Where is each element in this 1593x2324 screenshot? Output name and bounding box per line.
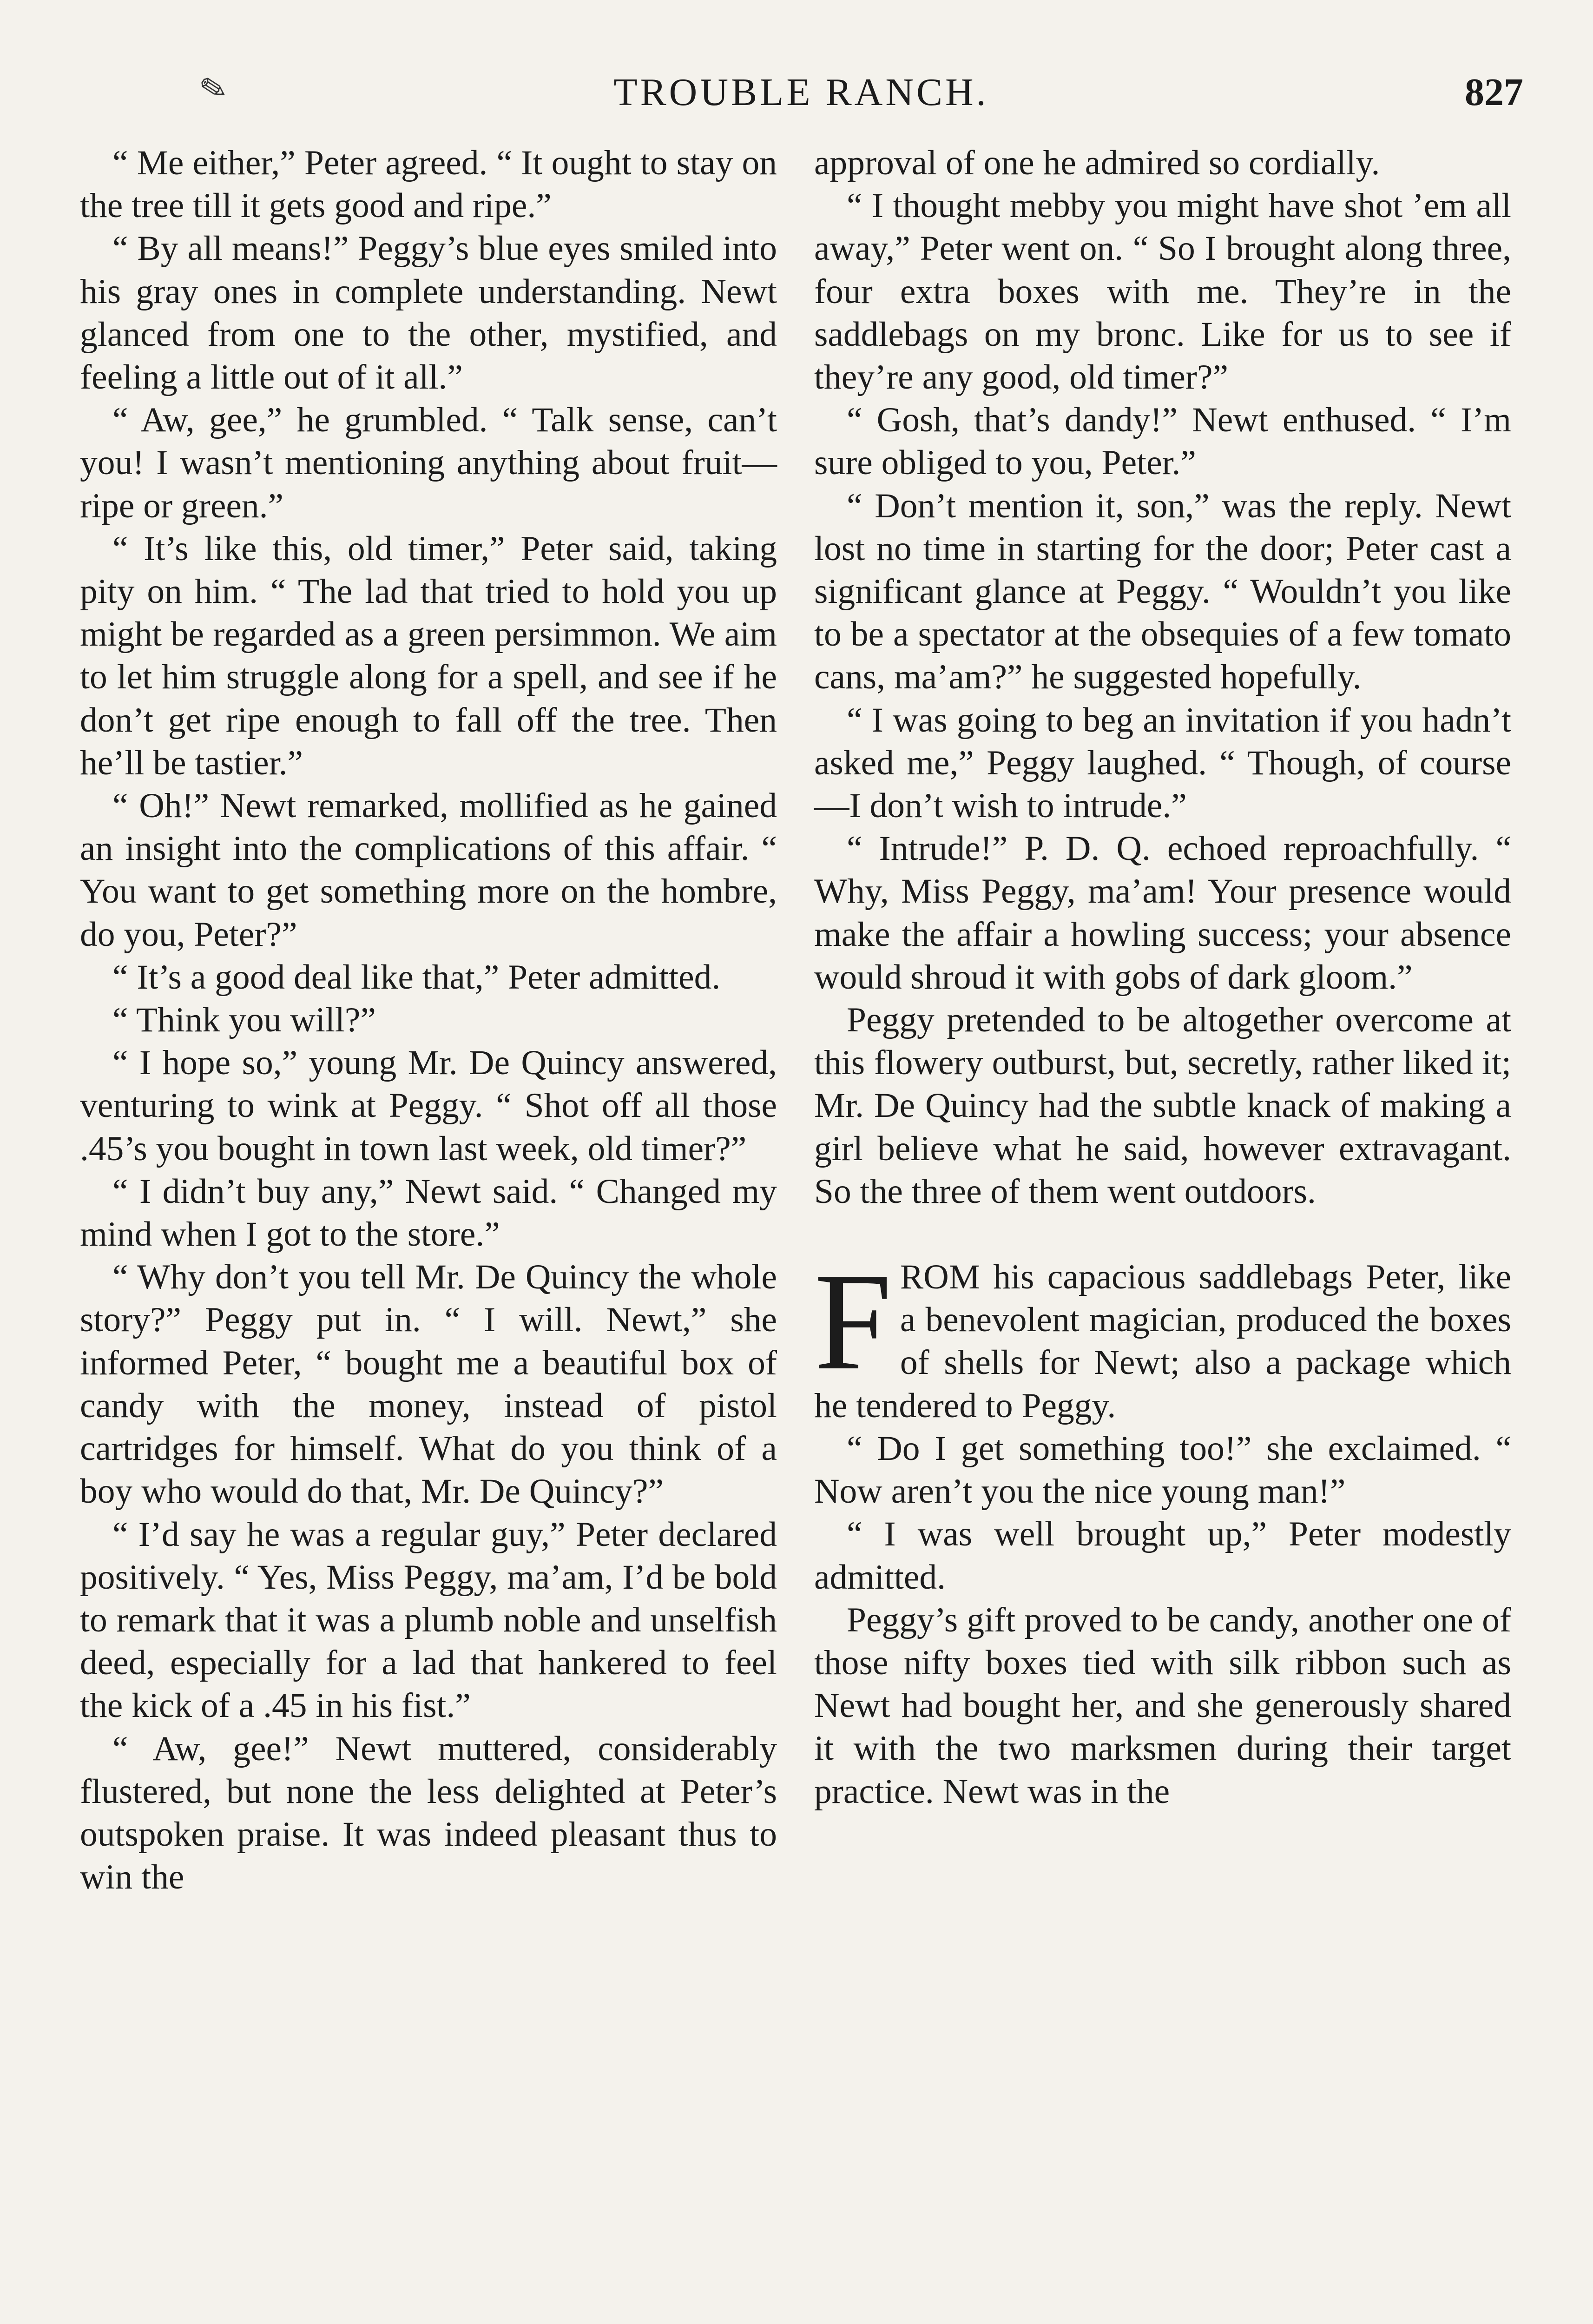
running-header [79, 70, 1523, 121]
paragraph: “ Oh!” Newt remarked, mollified as he gained an insight into the complications of this affair. “ You want to get something more on the hombre, do you, Peter?” [80, 786, 777, 954]
paragraph: “ It’s a good deal like that,” Peter admitted. [112, 957, 721, 997]
paragraph: Peggy’s gift proved to be candy, another one of those nifty boxes tied with silk ribbon such as Newt had bought her, and she generously shared it with the two marksmen during their target practice. Newt was in the [814, 1600, 1511, 1811]
paragraph-continued: approval of one he admired so cordially. [814, 144, 1380, 182]
paragraph: “ Intrude!” P. D. Q. echoed reproachfully. “ Why, Miss Peggy, ma’am! Your presence would make the affair a howling success; your absence would shroud it with gobs of dark gloom.” [814, 829, 1511, 997]
paragraph: “ Think you will?” [112, 1001, 376, 1040]
paragraph: “ It’s like this, old timer,” Peter said, taking pity on him. “ The lad that tried to hold you up might be regarded as a green persimmon. We aim to let him struggle along for a spell, and see if he don’t get ripe enough to fall off the tree. Then he’ll be tastier.” [80, 529, 777, 782]
section-break [814, 1213, 1511, 1256]
paragraph: “ Don’t mention it, son,” was the reply. Newt lost no time in starting for the door; Peter cast a significant glance at Peggy. “ Wouldn’t you like to be a spectator at the obsequies of a few tomato cans, ma’am?” he suggested hopefully. [814, 486, 1511, 697]
dropcap-paragraph [814, 1244, 1511, 1427]
paragraph: “ Gosh, that’s dandy!” Newt enthused. “ I’m sure obliged to you, Peter.” [814, 401, 1511, 482]
paragraph: “ I was well brought up,” Peter modestly admitted. [814, 1515, 1511, 1597]
page-title: TROUBLE RANCH. [613, 71, 989, 114]
paragraph: “ Me either,” Peter agreed. “ It ought to stay on the tree till it gets good and ripe.” [80, 144, 777, 225]
paragraph: “ Do I get something too!” she exclaimed. “ Now aren’t you the nice young man!” [814, 1429, 1511, 1511]
paragraph: “ I’d say he was a regular guy,” Peter declared positively. “ Yes, Miss Peggy, ma’am, I’d be bold to remark that it was a plumb noble and unselfish deed, especially for a lad that hankered to feel the kick of a .45 in his fist.” [80, 1515, 777, 1725]
paragraph: “ Aw, gee,” he grumbled. “ Talk sense, can’t you! I wasn’t mentioning anything about fruit—ripe or green.” [80, 401, 777, 525]
dropcap-smallcaps: ROM [900, 1258, 980, 1297]
paragraph: “ By all means!” Peggy’s blue eyes smiled into his gray ones in complete understanding. Newt glanced from one to the other, mystified, and feeling a little out of it all.” [80, 229, 777, 397]
paragraph: Peggy pretended to be altogether overcome at this flowery outburst, but, secretly, rather liked it; Mr. De Quincy had the subtle knack of making a girl believe what he said, however extravagant. So the three of them went outdoors. [814, 1001, 1511, 1211]
page-number: 827 [1465, 71, 1523, 114]
right-column [814, 142, 1511, 1813]
paragraph: “ I thought mebby you might have shot ’em all away,” Peter went on. “ So I brought along three, four extra boxes with me. They’re in the saddlebags on my bronc. Like for us to see if they’re any good, old timer?” [814, 186, 1511, 397]
drop-cap: F [814, 1244, 892, 1399]
left-column [80, 142, 777, 1899]
paragraph: “ Why don’t you tell Mr. De Quincy the whole story?” Peggy put in. “ I will. Newt,” she informed Peter, “ bought me a beautiful box of candy with the money, instead of pistol cartridges for himself. What do you think of a boy who would do that, Mr. De Quincy?” [80, 1258, 777, 1511]
paragraph: “ I didn’t buy any,” Newt said. “ Changed my mind when I got to the store.” [80, 1172, 777, 1254]
paragraph: “ I was going to beg an invitation if you hadn’t asked me,” Peggy laughed. “ Though, of course—I don’t wish to intrude.” [814, 700, 1511, 825]
paragraph: “ Aw, gee!” Newt muttered, considerably flustered, but none the less delighted at Peter’s outspoken praise. It was indeed pleasant thus to win the [80, 1729, 777, 1897]
paragraph: “ I hope so,” young Mr. De Quincy answered, venturing to wink at Peggy. “ Shot off all those .45’s you bought in town last week, old timer?” [80, 1043, 777, 1168]
printer-mark-icon: ✎ [196, 69, 231, 110]
dropcap-paragraph-text: his capacious saddlebags Peter, like a benevolent magician, produced the boxes of shells for Newt; also a package which he tendered to Peggy. [814, 1258, 1511, 1425]
